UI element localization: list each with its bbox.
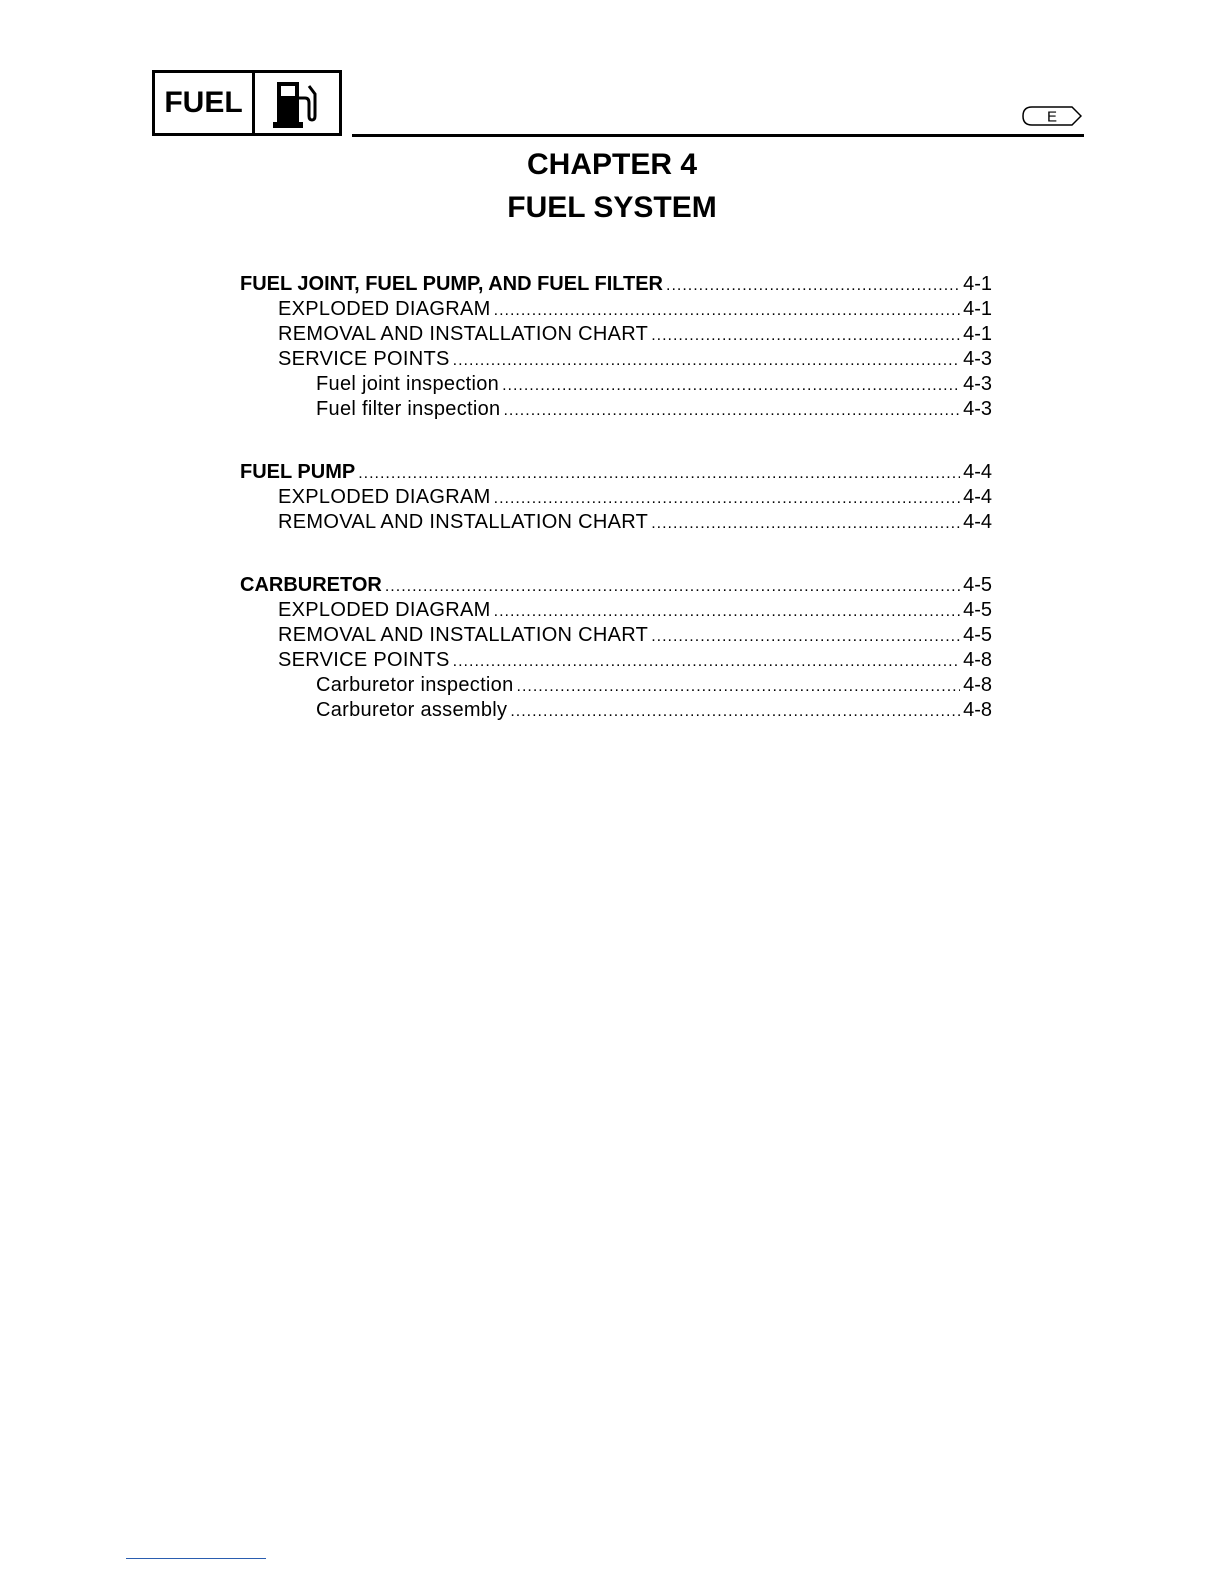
- section-header-box: [152, 70, 342, 136]
- toc-entry[interactable]: [240, 698, 992, 723]
- toc-entry-page: 4-3: [963, 348, 992, 370]
- toc-entry[interactable]: [240, 460, 992, 485]
- toc-entry-page: 4-8: [963, 699, 992, 721]
- toc-entry-page: 4-1: [963, 273, 992, 295]
- toc-entry[interactable]: [240, 297, 992, 322]
- toc-entry-page: 4-4: [963, 486, 992, 508]
- toc-entry-page: 4-1: [963, 323, 992, 345]
- toc-leader-dots: [517, 674, 961, 698]
- toc-entry-title: EXPLODED DIAGRAM: [278, 298, 491, 320]
- toc-leader-dots: [453, 348, 960, 372]
- toc-leader-dots: [494, 298, 960, 322]
- toc-entry[interactable]: [240, 648, 992, 673]
- toc-entry-title: CARBURETOR: [240, 574, 382, 596]
- toc-entry-title: Carburetor inspection: [316, 674, 514, 696]
- toc-entry-title: EXPLODED DIAGRAM: [278, 599, 491, 621]
- language-badge: [1022, 106, 1082, 126]
- toc-entry-page: 4-5: [963, 624, 992, 646]
- footer-line: [126, 1558, 266, 1559]
- toc-entry-title: Fuel joint inspection: [316, 373, 500, 395]
- toc-leader-dots: [503, 398, 960, 422]
- toc-entry-title: SERVICE POINTS: [278, 348, 450, 370]
- toc-entry[interactable]: [240, 598, 992, 623]
- toc-leader-dots: [385, 574, 960, 598]
- toc-entry-title: REMOVAL AND INSTALLATION CHART: [278, 624, 649, 646]
- toc-entry-page: 4-4: [963, 511, 992, 533]
- toc-entry[interactable]: [240, 573, 992, 598]
- table-of-contents: [240, 272, 992, 761]
- toc-entry[interactable]: [240, 623, 992, 648]
- toc-entry-page: 4-3: [963, 373, 992, 395]
- toc-entry-page: 4-4: [963, 461, 992, 483]
- chapter-number: CHAPTER 4: [526, 148, 698, 181]
- toc-entry-page: 4-5: [963, 599, 992, 621]
- toc-group: [240, 460, 992, 535]
- language-badge-text: E: [1046, 108, 1058, 126]
- toc-entry-title: EXPLODED DIAGRAM: [278, 486, 491, 508]
- toc-entry-title: REMOVAL AND INSTALLATION CHART: [278, 511, 649, 533]
- toc-entry-title: Fuel filter inspection: [316, 398, 501, 420]
- toc-leader-dots: [651, 323, 960, 347]
- toc-entry[interactable]: [240, 510, 992, 535]
- toc-entry-title: FUEL PUMP: [240, 461, 356, 483]
- header-rule: [352, 134, 1084, 137]
- toc-entry-page: 4-3: [963, 398, 992, 420]
- toc-leader-dots: [453, 649, 960, 673]
- toc-leader-dots: [651, 624, 960, 648]
- fuel-pump-icon: [255, 73, 339, 133]
- toc-entry-title: FUEL JOINT, FUEL PUMP, AND FUEL FILTER: [240, 273, 663, 295]
- toc-leader-dots: [494, 599, 960, 623]
- chapter-title: FUEL SYSTEM: [507, 191, 717, 224]
- toc-entry[interactable]: [240, 485, 992, 510]
- toc-leader-dots: [510, 699, 960, 723]
- toc-entry[interactable]: [240, 322, 992, 347]
- toc-entry-page: 4-5: [963, 574, 992, 596]
- toc-group: [240, 272, 992, 422]
- section-label: FUEL: [155, 73, 255, 133]
- toc-entry[interactable]: [240, 347, 992, 372]
- toc-leader-dots: [651, 511, 960, 535]
- toc-entry[interactable]: [240, 272, 992, 297]
- toc-group: [240, 573, 992, 723]
- toc-entry-page: 4-8: [963, 649, 992, 671]
- toc-entry-page: 4-1: [963, 298, 992, 320]
- toc-entry-page: 4-8: [963, 674, 992, 696]
- toc-leader-dots: [666, 273, 960, 297]
- toc-entry[interactable]: [240, 673, 992, 698]
- toc-leader-dots: [358, 461, 960, 485]
- toc-leader-dots: [494, 486, 960, 510]
- toc-entry-title: REMOVAL AND INSTALLATION CHART: [278, 323, 649, 345]
- toc-entry[interactable]: [240, 397, 992, 422]
- toc-entry-title: SERVICE POINTS: [278, 649, 450, 671]
- toc-entry-title: Carburetor assembly: [316, 699, 508, 721]
- toc-leader-dots: [502, 373, 960, 397]
- toc-entry[interactable]: [240, 372, 992, 397]
